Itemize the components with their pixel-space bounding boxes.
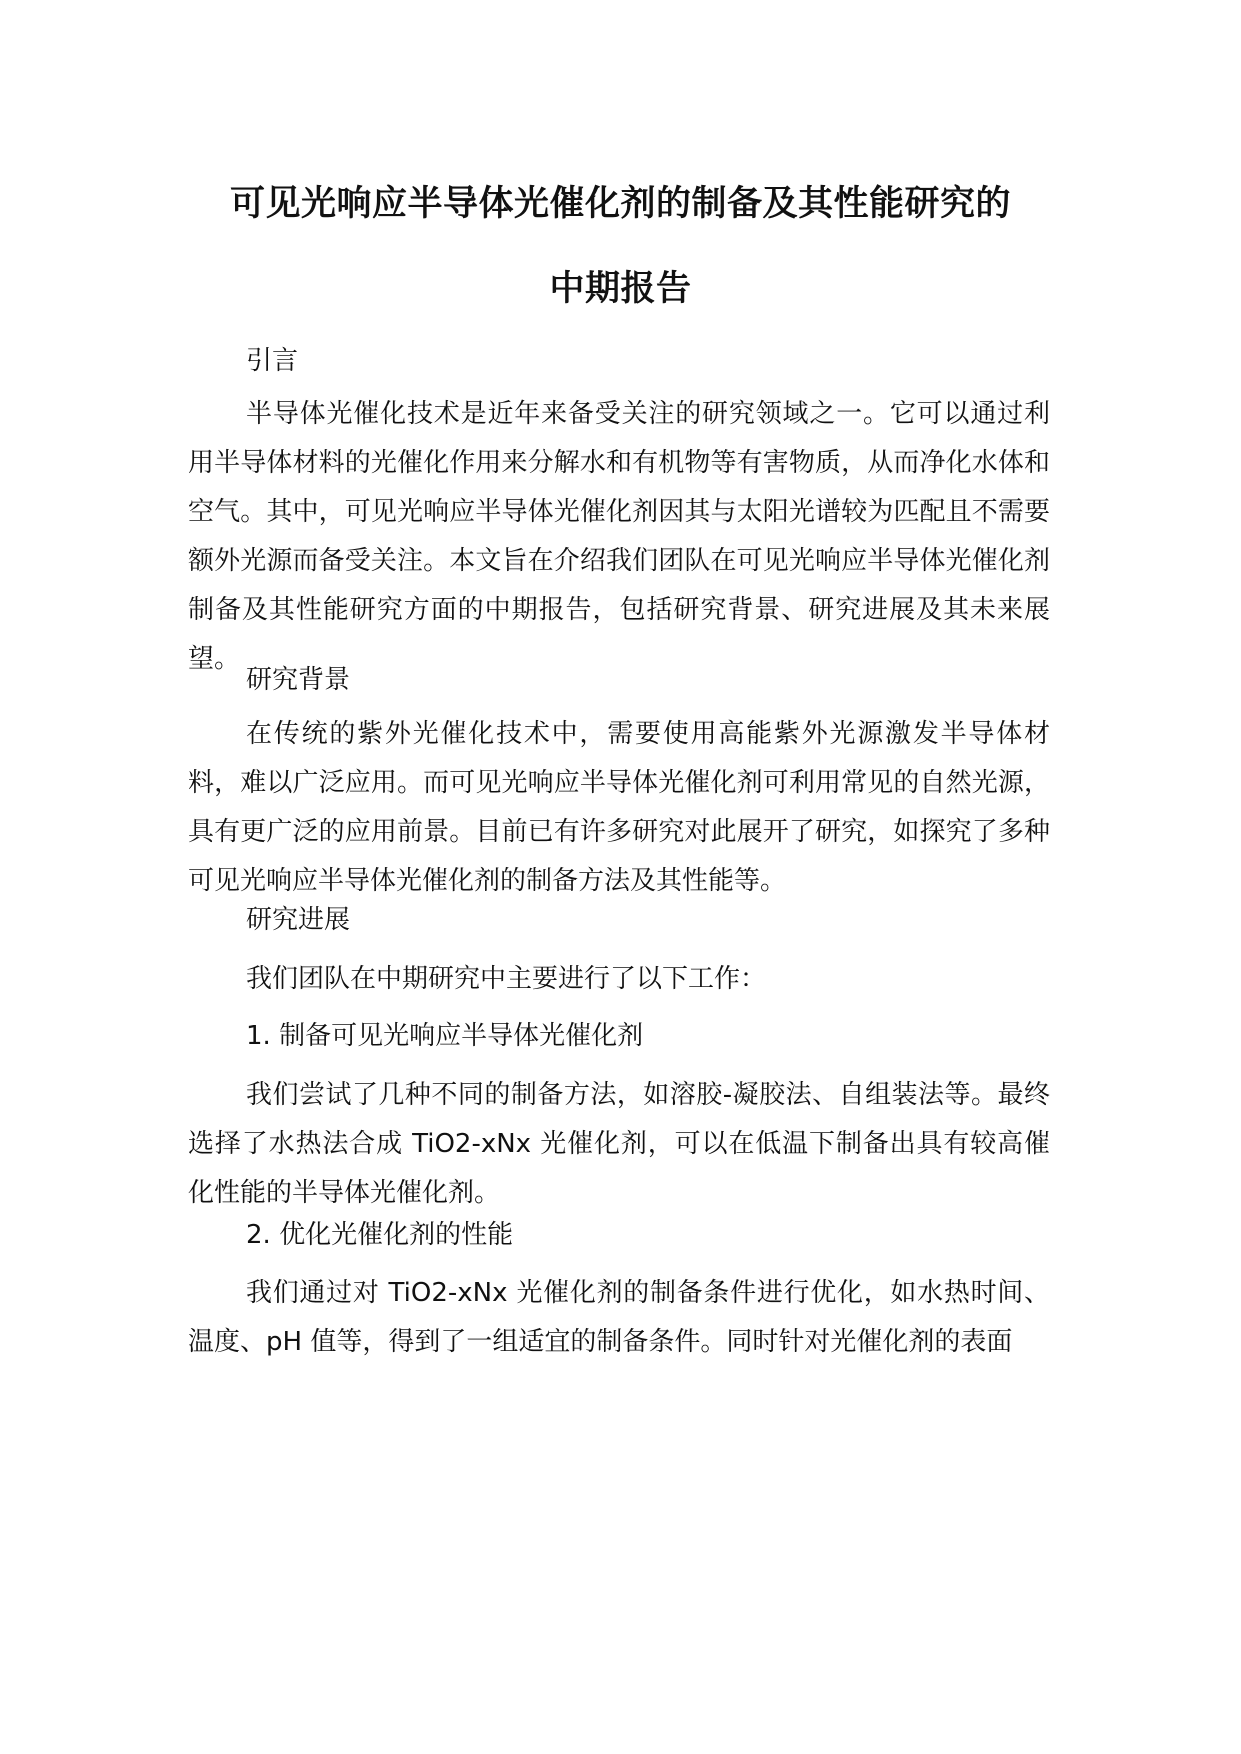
document-title-line-1: 可见光响应半导体光催化剂的制备及其性能研究的 (229, 184, 1011, 224)
item1-paragraph: 我们尝试了几种不同的制备方法，如溶胶-凝胶法、自组装法等。最终选择了水热法合成 TiO2-xNx 光催化剂，可以在低温下制备出具有较高催化性能的半导体光催化剂。 (188, 1080, 1050, 1208)
document-title-line-2: 中期报告 (549, 269, 692, 309)
item2-heading: 2. 优化光催化剂的性能 (246, 1220, 514, 1250)
section-heading-background: 研究背景 (246, 665, 351, 695)
intro-paragraph: 半导体光催化技术是近年来备受关注的研究领域之一。它可以通过利用半导体材料的光催化作用来分解水和有机物等有害物质，从而净化水体和空气。其中，可见光响应半导体光催化剂因其与太阳光谱较为匹配且不需要额外光源而备受关注。本文旨在介绍我们团队在可见光响应半导体光催化剂制备及其性能研究方面的中期报告，包括研究背景、研究进展及其未来展望。 (188, 399, 1050, 674)
progress-intro: 我们团队在中期研究中主要进行了以下工作： (246, 964, 767, 994)
item1-heading: 1. 制备可见光响应半导体光催化剂 (246, 1021, 644, 1051)
background-paragraph: 在传统的紫外光催化技术中，需要使用高能紫外光源激发半导体材料，难以广泛应用。而可见光响应半导体光催化剂可利用常见的自然光源，具有更广泛的应用前景。目前已有许多研究对此展开了研究，如探究了多种可见光响应半导体光催化剂的制备方法及其性能等。 (188, 719, 1050, 896)
section-heading-progress: 研究进展 (246, 905, 351, 935)
item2-paragraph: 我们通过对 TiO2-xNx 光催化剂的制备条件进行优化，如水热时间、温度、pH 值等，得到了一组适宜的制备条件。同时针对光催化剂的表面 (188, 1278, 1050, 1357)
section-heading-intro: 引言 (246, 346, 299, 376)
